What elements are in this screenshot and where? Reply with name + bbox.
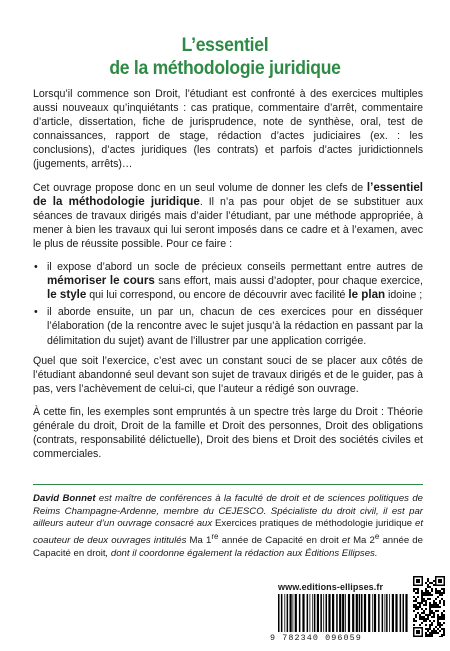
isbn-number: 9 782340 096059: [270, 633, 362, 643]
intro-paragraph: Lorsqu’il commence son Droit, l’étudiant est confronté à des exercices multiples aussi nouveaux qu’inquiétants : cas pratique, commentaire d’arrêt, commentaire d’article, dissertation, fiche de jurisprudence, note de synthèse, oral, test de connaissances, rapport de stage, rédaction d’actes judiciaires (ex. : les conclusions), d’actes juridiques (les contrats) et parfois d’actes juridictionnels (jugements, arrêts)…: [33, 88, 423, 171]
emphasis-plan: le plan: [348, 288, 386, 302]
emphasis-essentiel: l’essentiel de la méthodologie juridique: [33, 180, 423, 208]
qr-code-icon: [413, 576, 445, 637]
bullet-icon: •: [34, 306, 38, 319]
publisher-website: www.editions-ellipses.fr: [278, 582, 384, 592]
barcode-icon: [278, 594, 411, 632]
list-item: • il expose d’abord un socle de précieux conseils permettant entre autres de mémoriser le cours sans effort, mais aussi d’adopter, pour chaque exercice, le style qui lui correspond, ou encore de découvrir avec facilité le plan idoine ;: [34, 261, 423, 302]
divider: [33, 484, 423, 485]
book-title: [0, 34, 450, 80]
author-bio: David Bonnet est maître de conférences à la faculté de droit et de sciences politiques de Reims Champagne-Ardenne, membre du CEJESCO. Spécialiste du droit civil, il est par ailleurs auteur d’un ouvrage consacré aux Exercices pratiques de méthodologie juridique et coauteur de deux ouvrages intitulés Ma 1re année de Capacité en droit et Ma 2e année de Capacité en droit, dont il coordonne également la rédaction aux Éditions Ellipses.: [33, 493, 423, 559]
list-item: • il aborde ensuite, un par un, chacun de ces exercices pour en disséquer l’élaboration (de la rencontre avec le sujet jusqu’à la rédaction en passant par la délimitation du sujet) avant de l’illustrer par une application corrigée.: [34, 306, 423, 347]
examples-paragraph: À cette fin, les exemples sont empruntés à un spectre très large du Droit : Théorie générale du droit, Droit de la famille et Droit des personnes, Droit des obligations (contrats, responsabilité délictuelle), Droit des biens et Droit des sociétés civiles et commerciales.: [33, 405, 423, 461]
guidance-paragraph: Quel que soit l’exercice, c’est avec un constant souci de se placer aux côtés de l’étudiant abandonné seul devant son sujet de travaux dirigés et de le guider, pas à pas, vers l’achèvement de celui-ci, que l’auteur a rédigé son ouvrage.: [33, 354, 423, 395]
emphasis-style: le style: [47, 288, 87, 302]
title-line-1: L’essentiel: [181, 34, 269, 56]
bullet-icon: •: [34, 261, 38, 274]
purpose-paragraph: Cet ouvrage propose donc en un seul volume de donner les clefs de l’essentiel de la méthodologie juridique. Il n’a pas pour objet de se substituer aux séances de travaux dirigés mais d’aider l’étudiant, par une méthode appropriée, à mener à bien les travaux qui lui seront imposés dans ce cadre et à l’examen, avec le plus de réussite possible. Pour ce faire :: [33, 180, 424, 250]
back-cover-text: [33, 87, 423, 470]
author-name: David Bonnet: [33, 493, 96, 504]
emphasis-memoriser: mémoriser le cours: [47, 274, 155, 288]
title-line-2: de la méthodologie juridique: [109, 57, 341, 79]
approach-list: [33, 260, 423, 348]
